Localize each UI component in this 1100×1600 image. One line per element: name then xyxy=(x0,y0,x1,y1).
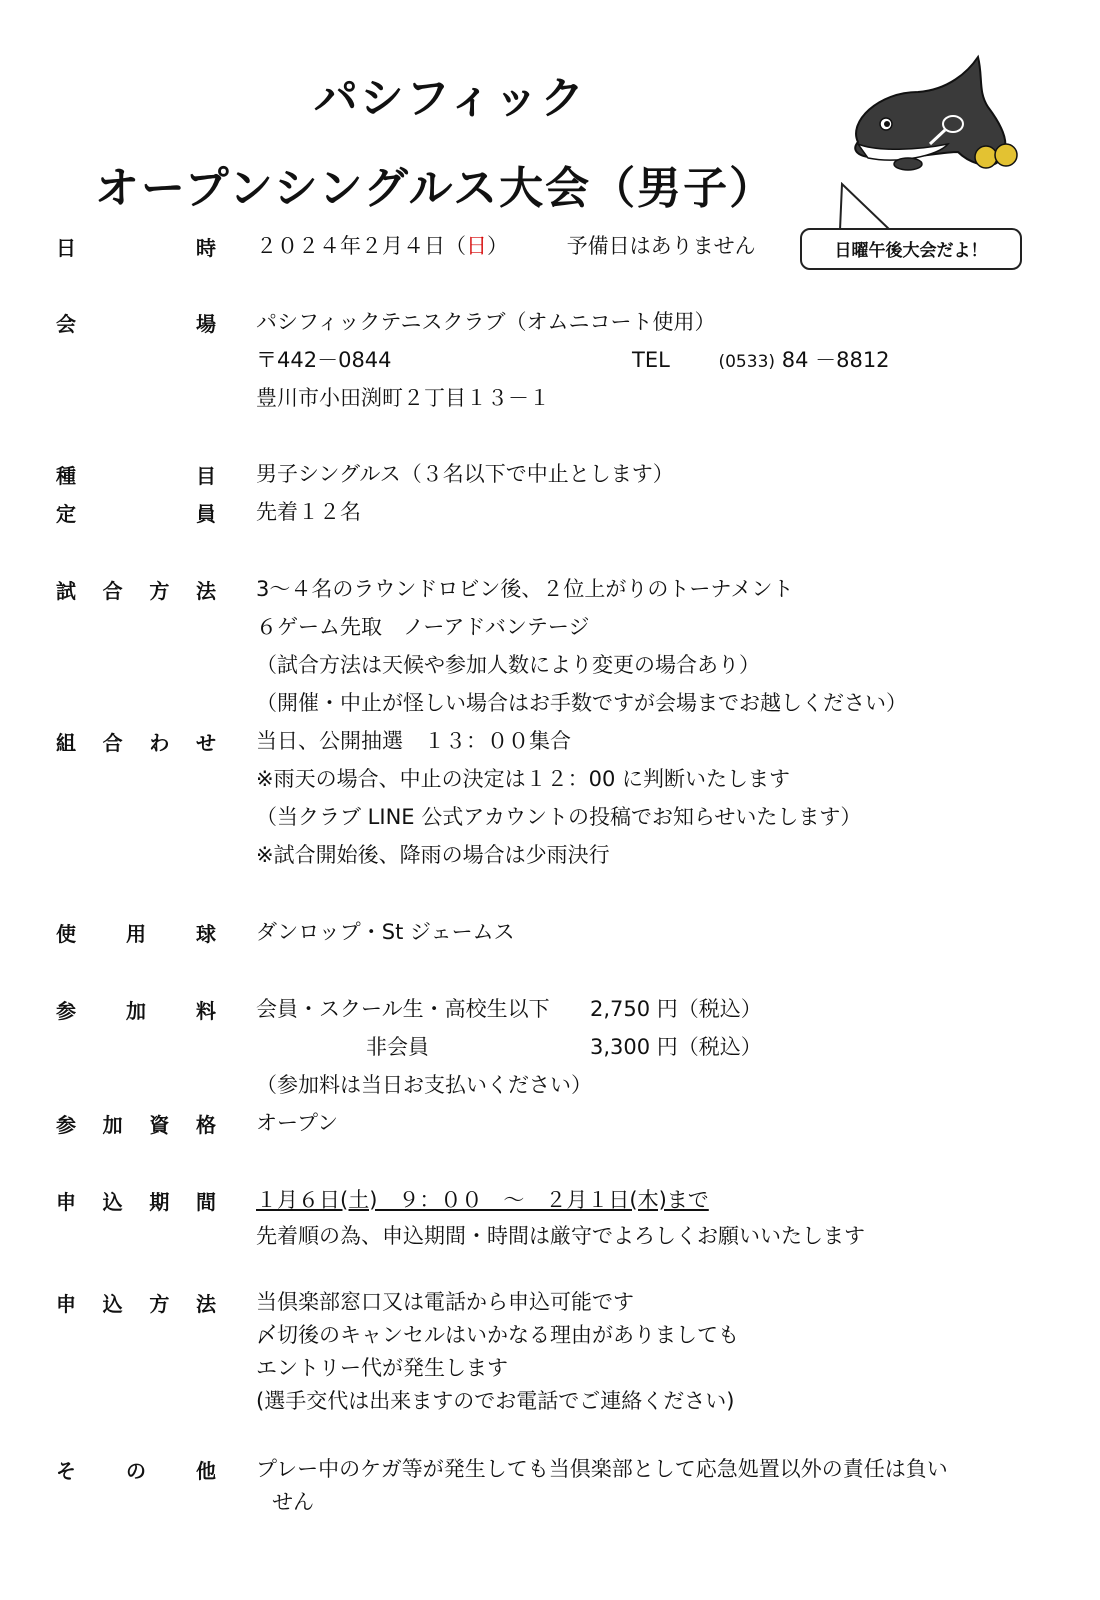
period-note: 先着順の為、申込期間・時間は厳守でよろしくお願いいたします xyxy=(256,1224,865,1248)
label-ball: 使 用 球 xyxy=(56,922,216,946)
label-other: そ の 他 xyxy=(56,1459,216,1483)
venue-postal: 〒442－0844 xyxy=(256,348,392,372)
dolphin-tennis-mascot-icon xyxy=(838,52,1028,182)
draw-line: ※試合開始後、降雨の場合は少雨決行 xyxy=(256,843,610,867)
label-eligibility: 参 加 資 格 xyxy=(56,1113,216,1137)
label-capacity: 定 員 xyxy=(56,502,216,526)
label-date: 日 時 xyxy=(56,236,216,260)
fee-note: （参加料は当日お支払いください） xyxy=(256,1073,592,1097)
value-event: 男子シングルス（３名以下で中止とします） xyxy=(256,462,674,486)
label-venue: 会 場 xyxy=(56,312,216,336)
venue-tel: TEL (0533) 84 －8812 xyxy=(632,348,890,372)
value-eligibility: オープン xyxy=(256,1111,339,1135)
format-line: ６ゲーム先取 ノーアドバンテージ xyxy=(256,615,590,639)
venue-address: 豊川市小田渕町２丁目１３－１ xyxy=(256,386,550,410)
value-period: １月６日(土) ９：００ ～ ２月１日(木)まで xyxy=(256,1188,709,1212)
other-line: せん xyxy=(272,1490,314,1514)
label-fee: 参 加 料 xyxy=(56,999,216,1023)
value-ball: ダンロップ・St ジェームス xyxy=(256,920,515,944)
venue-name: パシフィックテニスクラブ（オムニコート使用） xyxy=(256,310,716,334)
label-apply: 申 込 方 法 xyxy=(56,1292,216,1316)
label-format: 試 合 方 法 xyxy=(56,579,216,603)
speech-bubble-tail-icon xyxy=(832,182,902,232)
apply-line: 〆切後のキャンセルはいかなる理由がありましても xyxy=(256,1323,739,1347)
label-draw: 組 合 わ せ xyxy=(56,731,216,755)
fee-member-label: 会員・スクール生・高校生以下 xyxy=(256,997,550,1021)
apply-line: エントリー代が発生します xyxy=(256,1356,508,1380)
title-line-2: オープンシングルス大会（男子） xyxy=(94,163,776,214)
fee-member-price: 2,750 円（税込） xyxy=(590,997,762,1021)
value-capacity: 先着１２名 xyxy=(256,500,361,524)
fee-nonmember-label: 非会員 xyxy=(366,1035,429,1059)
value-date: ２０２４年２月４日（日） 予備日はありません xyxy=(256,234,756,258)
fee-nonmember-price: 3,300 円（税込） xyxy=(590,1035,762,1059)
format-line: 3～４名のラウンドロビン後、２位上がりのトーナメント xyxy=(256,577,794,601)
speech-bubble: 日曜午後大会だよ！ xyxy=(800,228,1022,270)
draw-line: ※雨天の場合、中止の決定は１２：00 に判断いたします xyxy=(256,767,790,791)
format-line: （開催・中止が怪しい場合はお手数ですが会場までお越しください） xyxy=(256,691,907,715)
format-line: （試合方法は天候や参加人数により変更の場合あり） xyxy=(256,653,760,677)
other-line: プレー中のケガ等が発生しても当倶楽部として応急処置以外の責任は負い xyxy=(256,1457,948,1481)
draw-line: 当日、公開抽選 １３：００集合 xyxy=(256,729,571,753)
draw-line: （当クラブ LINE 公式アカウントの投稿でお知らせいたします） xyxy=(256,805,862,829)
label-event: 種 目 xyxy=(56,464,216,488)
label-period: 申 込 期 間 xyxy=(56,1190,216,1214)
apply-line: (選手交代は出来ますのでお電話でご連絡ください) xyxy=(256,1389,735,1413)
title-line-1: パシフィック xyxy=(313,73,587,124)
apply-line: 当倶楽部窓口又は電話から申込可能です xyxy=(256,1290,634,1314)
